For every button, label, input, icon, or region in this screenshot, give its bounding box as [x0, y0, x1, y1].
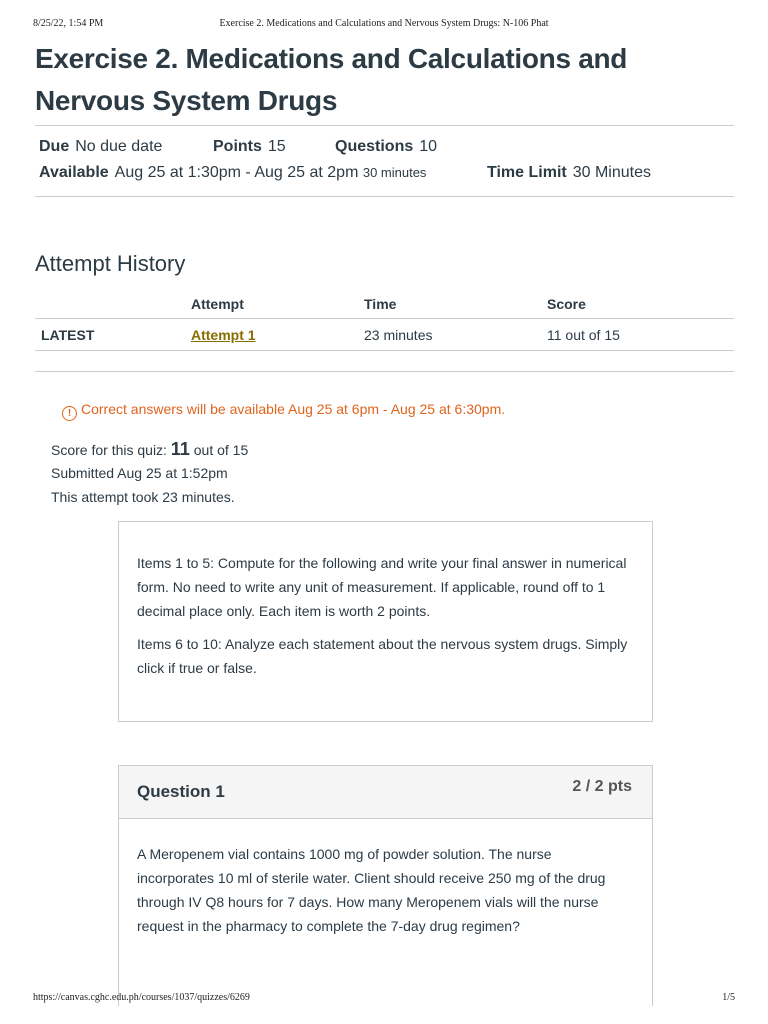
available-duration: 30 minutes: [362, 165, 427, 180]
instructions-paragraph-1: Items 1 to 5: Compute for the following and write your final answer in numerical form. No need to write any unit of measurement. If applicable, round off to 1 decimal place only. Each item is worth 2 points.: [137, 555, 627, 619]
column-header-time: Time: [364, 296, 397, 312]
due-label: Due: [39, 138, 70, 155]
warning-circle-icon: !: [62, 406, 77, 421]
points-value: 15: [267, 138, 286, 155]
instructions-box: [118, 521, 653, 722]
question-1-text: A Meropenem vial contains 1000 mg of powder solution. The nurse incorporates 10 ml of sterile water. Client should receive 250 mg of the drug through IV Q8 hours for 7 days. How many Meropenem vials will the nurse request in the pharmacy to complete the 7-day drug regimen?: [137, 846, 606, 934]
questions-field: [335, 138, 437, 156]
print-url: https://canvas.cghc.edu.ph/courses/1037/quizzes/6269: [33, 992, 250, 1003]
notice-text: Correct answers will be available Aug 25 at 6pm - Aug 25 at 6:30pm.: [81, 401, 506, 417]
points-field: [213, 138, 286, 156]
question-1-points: 2 / 2 pts: [572, 778, 632, 795]
score-prefix: Score for this quiz:: [51, 442, 167, 458]
available-value: Aug 25 at 1:30pm - Aug 25 at 2pm: [114, 164, 359, 181]
questions-label: Questions: [335, 138, 414, 155]
column-header-score: Score: [547, 296, 586, 312]
table-divider: [35, 318, 734, 319]
question-1-header: [119, 766, 652, 819]
instructions-paragraph-2: Items 6 to 10: Analyze each statement about the nervous system drugs. Simply click if true or false.: [137, 636, 628, 676]
question-1-card: [118, 765, 653, 1006]
print-page-number: 1/5: [722, 992, 735, 1003]
print-header: [33, 18, 735, 32]
available-label: Available: [39, 164, 109, 181]
table-divider: [35, 350, 734, 351]
page-title: Exercise 2. Medications and Calculations and Nervous System Drugs: [35, 43, 628, 116]
attempt-score: 11 out of 15: [547, 327, 620, 343]
attempt-1-link[interactable]: Attempt 1: [191, 327, 256, 343]
divider: [35, 125, 734, 126]
question-1-title: Question 1: [137, 782, 225, 801]
time-limit-field: [487, 164, 651, 182]
time-limit-label: Time Limit: [487, 164, 567, 181]
points-label: Points: [213, 138, 262, 155]
row-label-latest: LATEST: [41, 327, 95, 343]
submitted-text: Submitted Aug 25 at 1:52pm: [51, 465, 228, 481]
score-summary: [51, 439, 248, 460]
due-field: [39, 138, 162, 156]
print-doc-title: Exercise 2. Medications and Calculations and Nervous System Drugs: N-106 Phat: [219, 18, 549, 29]
divider: [35, 371, 734, 372]
print-date: 8/25/22, 1:54 PM: [33, 18, 104, 29]
divider: [35, 196, 734, 197]
time-limit-value: 30 Minutes: [572, 164, 651, 181]
score-suffix: out of 15: [193, 442, 249, 458]
answers-notice: [62, 401, 505, 421]
attempt-history-title: Attempt History: [35, 251, 186, 276]
print-footer: [33, 992, 735, 1006]
attempt-time: 23 minutes: [364, 327, 433, 343]
questions-value: 10: [419, 138, 438, 155]
column-header-attempt: Attempt: [191, 296, 244, 312]
available-field: [39, 164, 426, 182]
due-value: No due date: [75, 138, 163, 155]
score-value: 11: [170, 439, 190, 459]
attempt-duration-text: This attempt took 23 minutes.: [51, 489, 235, 505]
